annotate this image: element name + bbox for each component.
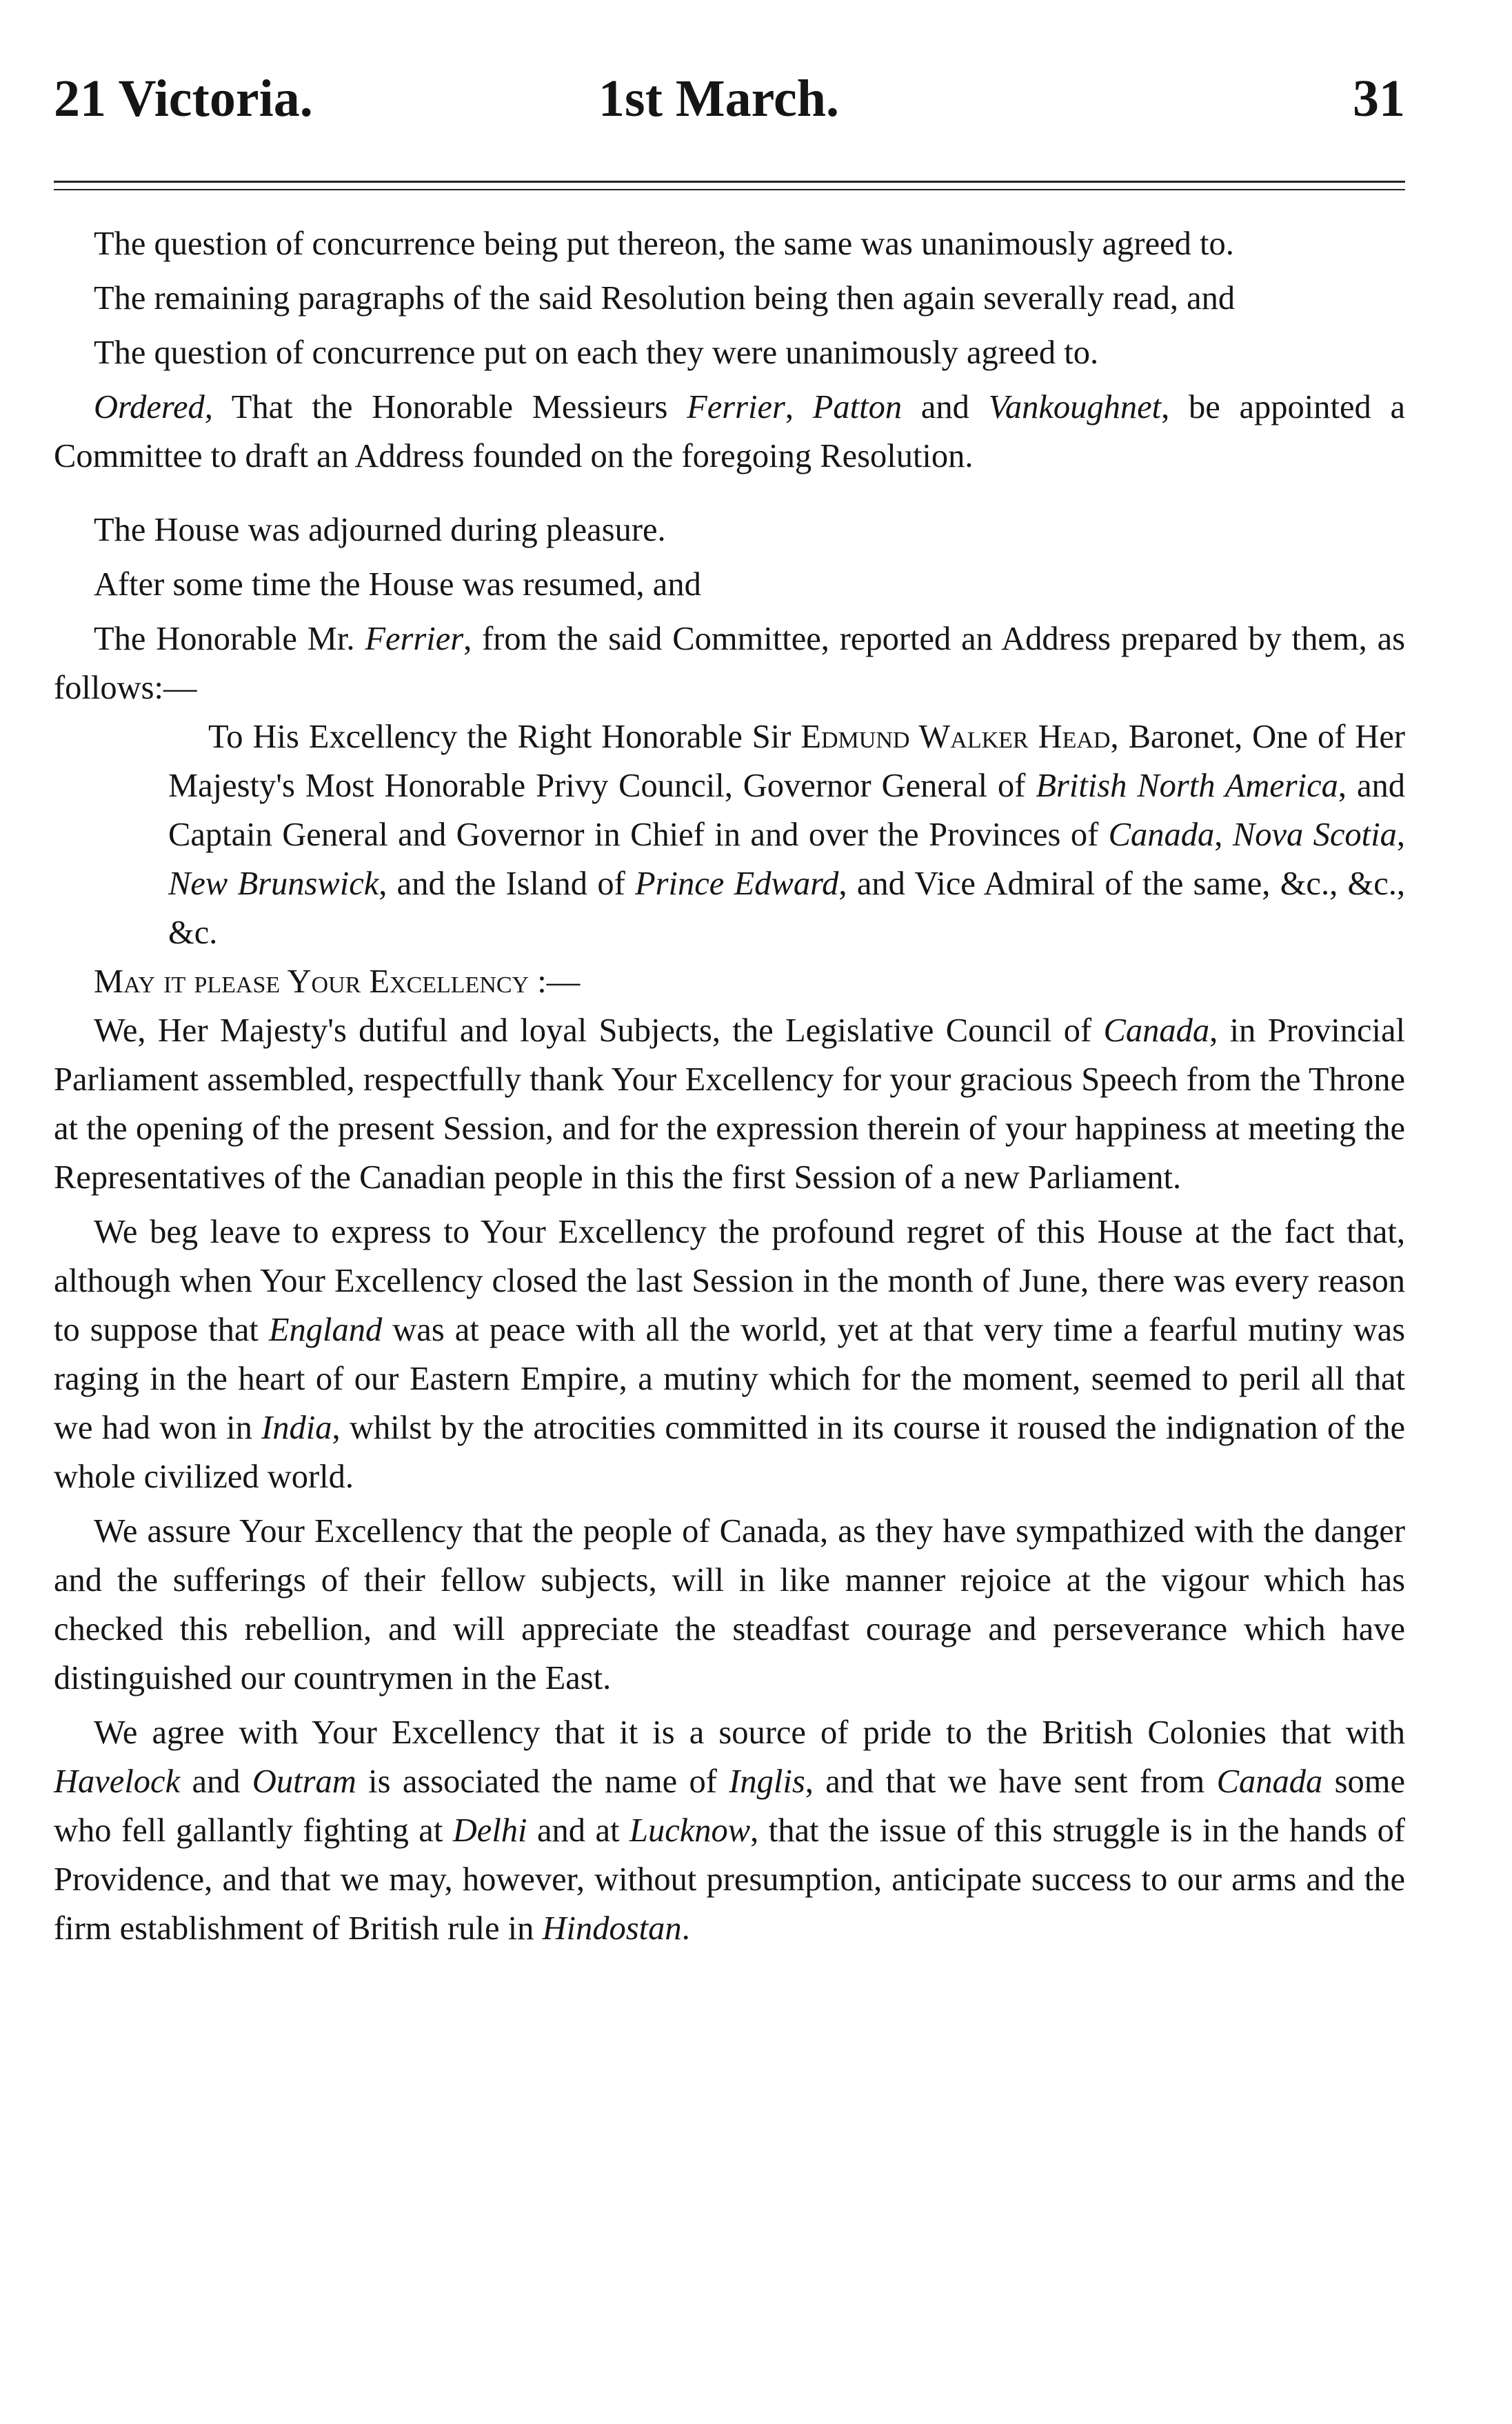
paragraph-concurrence: The question of concurrence being put thereon, the same was unanimously agreed to. [94, 226, 1234, 262]
address-heading: To His Excellency the Right Honorable Sir Edmund Walker Head, Baronet, One of Her Majesty's Most Honorable Privy Council, Governor General of British North America, and Captain General and Governor in Chief in and over the Provinces of Canada, Nova Scotia, New Brunswick, and the Island of Prince Edward, and Vice Admiral of the same, &c., &c., &c. [168, 719, 1405, 951]
document-body [54, 219, 1405, 1953]
address-paragraph-thanks: We, Her Majesty's dutiful and loyal Subjects, the Legislative Council of Canada, in Provincial Parliament assembled, respectfully thank Your Excellency for your gracious Speech from the Throne at the opening of the present Session, and for the expression therein of your happiness at meeting the Representatives of the Canadian people in this the first Session of a new Parliament. [54, 1012, 1405, 1196]
document-page [54, 0, 1405, 2424]
page-number: 31 [1353, 70, 1405, 128]
governor-name: Edmund Walker Head [800, 719, 1111, 755]
paragraph-ordered: Ordered, That the Honorable Messieurs Ferrier, Patton and Vankoughnet, be appointed a Committee to draft an Address founded on the foregoing Resolution. [54, 389, 1405, 474]
paragraph-question: The question of concurrence put on each they were unanimously agreed to. [94, 334, 1099, 371]
address-paragraph-pride: We agree with Your Excellency that it is a source of pride to the British Colonies that with Havelock and Outram is associated the name of Inglis, and that we have sent from Canada some who fell gallantly fighting at Delhi and at Lucknow, that the issue of this struggle is in the hands of Providence, and that we may, however, without presumption, anticipate success to our arms and the firm establishment of British rule in Hindostan. [54, 1714, 1405, 1947]
address-paragraph-mutiny: We beg leave to express to Your Excellency the profound regret of this House at the fact that, although when Your Excellency closed the last Session in the month of June, there was every reason to suppose that England was at peace with all the world, yet at that very time a fearful mutiny was raging in the heart of our Eastern Empire, a mutiny which for the moment, seemed to peril all that we had won in India, whilst by the atrocities committed in its course it roused the indignation of the whole civilized world. [54, 1214, 1405, 1495]
ordered-label: Ordered, [94, 389, 213, 425]
salutation: May it please Your Excellency :— [94, 963, 581, 1000]
header-rule-top [54, 181, 1405, 183]
page-header [54, 61, 1405, 137]
header-date: 1st March. [598, 70, 839, 128]
paragraph-remaining: The remaining paragraphs of the said Resolution being then again severally read, and [94, 280, 1236, 317]
header-regnal-year: 21 Victoria. [54, 70, 313, 128]
address-paragraph-assurance: We assure Your Excellency that the people of Canada, as they have sympathized with the danger and the sufferings of their fellow subjects, will in like manner rejoice at the vigour which has checked this rebellion, and will appreciate the steadfast courage and perseverance which have distinguished our countrymen in the East. [54, 1513, 1405, 1696]
paragraph-adjourned: The House was adjourned during pleasure. [94, 512, 666, 548]
paragraph-reported: The Honorable Mr. Ferrier, from the said Committee, reported an Address prepared by them, as follows:— [54, 621, 1405, 706]
header-rule-bottom [54, 189, 1405, 190]
paragraph-resumed: After some time the House was resumed, and [94, 566, 701, 603]
